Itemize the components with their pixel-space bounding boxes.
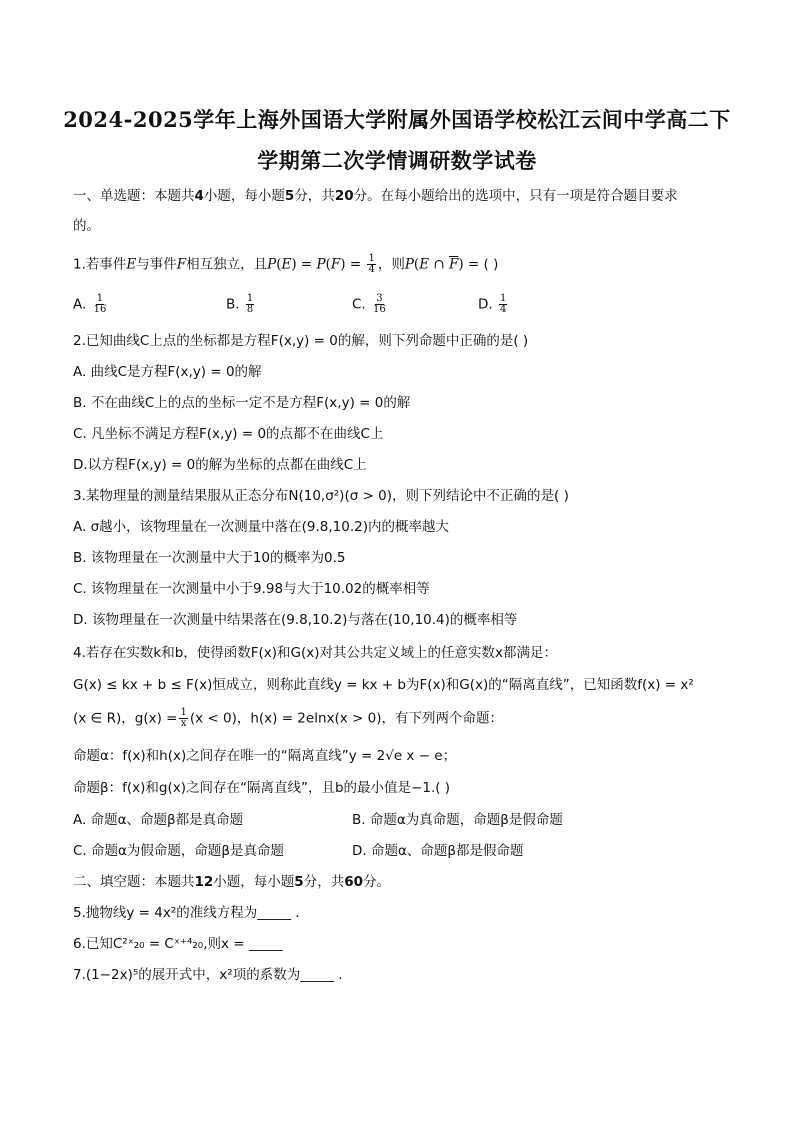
question-4-line3: (x ∈ R)，g(x) = $\frac{1}{x}$ (x < 0)，h(x) = 2elnx(x > 0)，有下列两个命题： <box>73 707 504 729</box>
question-6: 6.已知C²ˣ₂₀ = Cˣ⁺⁴₂₀,则x = _____ <box>73 936 283 952</box>
question-7: 7.(1−2x)⁵的展开式中，x²项的系数为_____ . <box>73 967 343 983</box>
question-2-stem: 2.已知曲线C上点的坐标都是方程F(x,y) = 0的解，则下列命题中正确的是( ) <box>73 333 529 349</box>
section1-points: 5 <box>284 188 295 204</box>
q1-option-c[interactable]: C. $\frac{3}{16}$ <box>352 293 386 315</box>
question-3-stem: 3.某物理量的测量结果服从正态分布N(10,σ²)(σ > 0)，则下列结论中不正确的是( ) <box>73 488 569 504</box>
exam-title-line1: 2024-2025学年上海外国语大学附属外国语学校松江云间中学高二下 <box>63 107 731 132</box>
q2-option-b[interactable]: B. 不在曲线C上的点的坐标一定不是方程F(x,y) = 0的解 <box>73 395 411 411</box>
section2-count: 12 <box>194 874 214 890</box>
q4-option-b[interactable]: B. 命题α为真命题，命题β是假命题 <box>352 812 563 828</box>
q1-option-d[interactable]: D. $\frac{1}{4}$ <box>478 293 507 315</box>
q3-option-b[interactable]: B. 该物理量在一次测量中大于10的概率为0.5 <box>73 550 346 566</box>
q3-option-c[interactable]: C. 该物理量在一次测量中小于9.98与大于10.02的概率相等 <box>73 581 430 597</box>
q1-option-b[interactable]: B. $\frac{1}{8}$ <box>226 293 254 315</box>
section1-count: 4 <box>194 188 204 204</box>
section2-points: 5 <box>294 874 304 890</box>
section2-heading: 二、填空题：本题共12小题，每小题5分，共60分。 <box>73 874 390 890</box>
q2-option-c[interactable]: C. 凡坐标不满足方程F(x,y) = 0的点都不在曲线C上 <box>73 426 384 442</box>
proposition-alpha: 命题α：f(x)和h(x)之间存在唯一的“隔离直线”y = 2√e x − e； <box>73 748 457 764</box>
question-4-line1: 4.若存在实数k和b，使得函数F(x)和G(x)对其公共定义域上的任意实数x都满足： <box>73 645 558 661</box>
question-1-stem: 1.若事件E与事件F相互独立，且P(E) = P(F) = $\frac{1}{4}$ ，则P(E ∩ $\overline{F}$) = ( ) <box>73 253 499 275</box>
q2-option-d[interactable]: D.以方程F(x,y) = 0的解为坐标的点都在曲线C上 <box>73 457 367 473</box>
question-4-line2: G(x) ≤ kx + b ≤ F(x)恒成立，则称此直线y = kx + b为F(x)和G(x)的“隔离直线”，已知函数f(x) = x² <box>73 677 694 693</box>
proposition-beta: 命题β：f(x)和g(x)之间存在“隔离直线”，且b的最小值是−1.( ) <box>73 780 451 796</box>
section1-total: 20 <box>334 188 354 204</box>
q3-option-d[interactable]: D. 该物理量在一次测量中结果落在(9.8,10.2)与落在(10,10.4)的概率相等 <box>73 612 518 628</box>
q1-given-fraction: $\frac{1}{4}$ <box>368 253 375 275</box>
g-fraction: $\frac{1}{x}$ <box>180 707 187 729</box>
section1-heading: 一、单选题：本题共4小题，每小题5分，共20分。在每小题给出的选项中，只有一项是符合题目要求 <box>73 188 678 204</box>
q1-option-a[interactable]: A. $\frac{1}{16}$ <box>73 293 107 315</box>
section1-heading-cont: 的。 <box>73 218 100 234</box>
q3-option-a[interactable]: A. σ越小，该物理量在一次测量中落在(9.8,10.2)内的概率越大 <box>73 519 449 535</box>
question-5: 5.抛物线y = 4x²的准线方程为_____ . <box>73 905 300 921</box>
exam-title-line2: 学期第二次学情调研数学试卷 <box>257 148 537 173</box>
section2-total: 60 <box>344 874 363 890</box>
q4-option-c[interactable]: C. 命题α为假命题，命题β是真命题 <box>73 843 285 859</box>
q4-option-a[interactable]: A. 命题α、命题β都是真命题 <box>73 812 244 828</box>
q2-option-a[interactable]: A. 曲线C是方程F(x,y) = 0的解 <box>73 364 262 380</box>
q4-option-d[interactable]: D. 命题α、命题β都是假命题 <box>352 843 524 859</box>
